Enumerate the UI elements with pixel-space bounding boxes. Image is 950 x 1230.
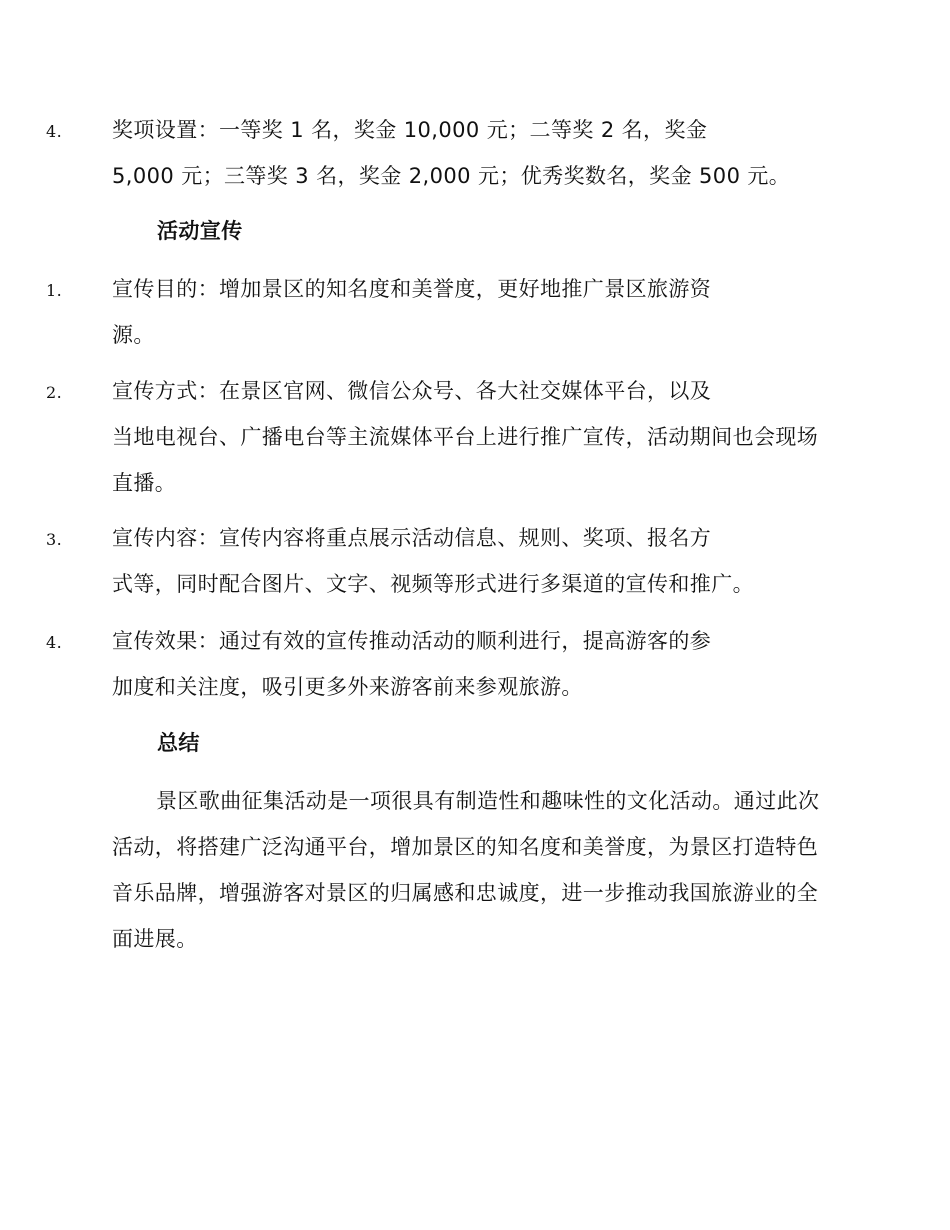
promotion-item-2-line-2: 当地电视台、广播电台等主流媒体平台上进行推广宣传，活动期间也会现场: [112, 425, 819, 449]
promotion-item-2-line-1: 宣传方式：在景区官网、微信公众号、各大社交媒体平台，以及: [112, 379, 712, 403]
list-number: 1.: [46, 281, 63, 300]
section-heading-summary: 总结: [157, 731, 200, 755]
promotion-item-4-line-2: 加度和关注度，吸引更多外来游客前来参观旅游。: [112, 675, 583, 699]
promotion-item-1: [46, 266, 834, 358]
summary-line-1: 景区歌曲征集活动是一项很具有制造性和趣味性的文化活动。通过此次: [156, 789, 820, 813]
summary-line-4: 面进展。: [112, 927, 198, 951]
promotion-item-3-line-1: 宣传内容：宣传内容将重点展示活动信息、规则、奖项、报名方: [112, 526, 712, 550]
summary-line-3: 音乐品牌，增强游客对景区的归属感和忠诚度，进一步推动我国旅游业的全: [112, 881, 819, 905]
awards-text-line-2: 5,000 元；三等奖 3 名，奖金 2,000 元；优秀奖数名，奖金 500 元。: [112, 164, 791, 188]
list-number: 4.: [46, 633, 63, 652]
promotion-item-2: [46, 368, 834, 506]
list-number: 3.: [46, 530, 63, 549]
awards-item: [46, 107, 834, 199]
promotion-item-3: [46, 515, 834, 607]
promotion-item-1-line-2: 源。: [112, 323, 155, 347]
promotion-item-4-line-1: 宣传效果：通过有效的宣传推动活动的顺利进行，提高游客的参: [112, 629, 712, 653]
summary-paragraph: [112, 778, 834, 962]
promotion-item-4: [46, 618, 834, 710]
list-number: 2.: [46, 383, 63, 402]
promotion-item-2-line-3: 直播。: [112, 471, 177, 495]
section-heading-promotion: 活动宣传: [157, 219, 243, 243]
promotion-item-3-line-2: 式等，同时配合图片、文字、视频等形式进行多渠道的宣传和推广。: [112, 572, 754, 596]
awards-text-line-1: 奖项设置：一等奖 1 名，奖金 10,000 元；二等奖 2 名，奖金: [112, 118, 708, 142]
summary-line-2: 活动，将搭建广泛沟通平台，增加景区的知名度和美誉度，为景区打造特色: [112, 835, 819, 859]
promotion-item-1-line-1: 宣传目的：增加景区的知名度和美誉度，更好地推广景区旅游资: [112, 277, 712, 301]
list-number: 4.: [46, 122, 63, 141]
